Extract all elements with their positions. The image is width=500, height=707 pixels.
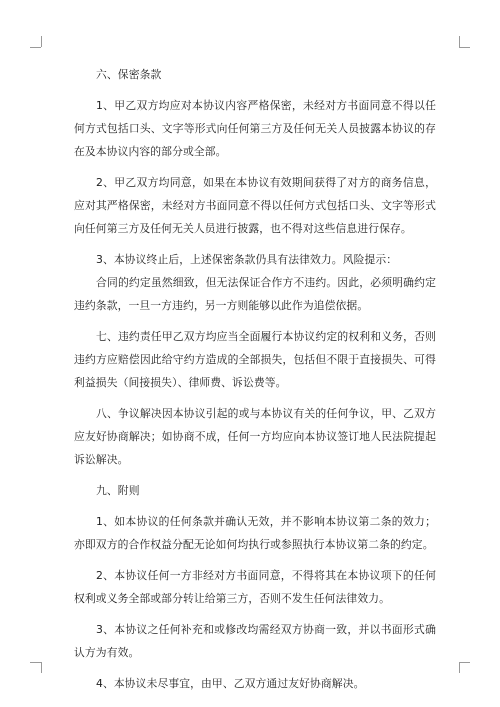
paragraph-risk-note: 合同的约定虽然细致，但无法保证合作方不违约。因此，必须明确约定违约条款，一旦一方违约，另一方则能够以此作为追偿依据。: [74, 276, 436, 312]
paragraph-supplementary-4: 4、本协议未尽事宜，由甲、乙双方通过友好协商解决。: [96, 677, 365, 690]
paragraph-confidentiality-1: 1、甲乙双方均应对本协议内容严格保密，未经对方书面同意不得以任何方式包括口头、文字等形式向任何第三方及任何无关人员披露本协议的存在及本协议内容的部分或全部。: [74, 99, 436, 158]
section-heading-confidentiality: 六、保密条款: [96, 68, 162, 81]
section-dispute-resolution: 八、争议解决因本协议引起的或与本协议有关的任何争议，甲、乙双方应友好协商解决；如协商不成，任何一方均应向本协议签订地人民法院提起诉讼解决。: [74, 407, 436, 466]
paragraph-supplementary-1: 1、如本协议的任何条款并确认无效，并不影响本协议第二条的效力；亦即双方的合作权益分配无论如何均执行或参照执行本协议第二条的约定。: [74, 515, 436, 551]
document-body: [74, 63, 436, 695]
section-heading-supplementary: 九、附则: [96, 484, 140, 497]
paragraph-supplementary-3: 3、本协议之任何补充和或修改均需经双方协商一致，并以书面形式确认方为有效。: [74, 623, 436, 659]
paragraph-confidentiality-2: 2、甲乙双方均同意，如果在本协议有效期间获得了对方的商务信息，应对其严格保密，未经对方书面同意不得以任何方式包括口头、文字等形式向任何第三方及任何无关人员进行披露，也不得对这些信息进行保存。: [74, 176, 436, 235]
section-breach-liability: 七、违约责任甲乙双方均应当全面履行本协议约定的权利和义务，否则违约方应赔偿因此给守约方造成的全部损失，包括但不限于直接损失、可得利益损失（间接损失）、律师费、诉讼费等。: [74, 330, 436, 389]
paragraph-confidentiality-3: 3、本协议终止后，上述保密条款仍具有法律效力。风险提示：: [96, 253, 398, 266]
paragraph-supplementary-2: 2、本协议任何一方非经对方书面同意，不得将其在本协议项下的任何权利或义务全部或部分转让给第三方，否则不发生任何法律效力。: [74, 569, 436, 605]
